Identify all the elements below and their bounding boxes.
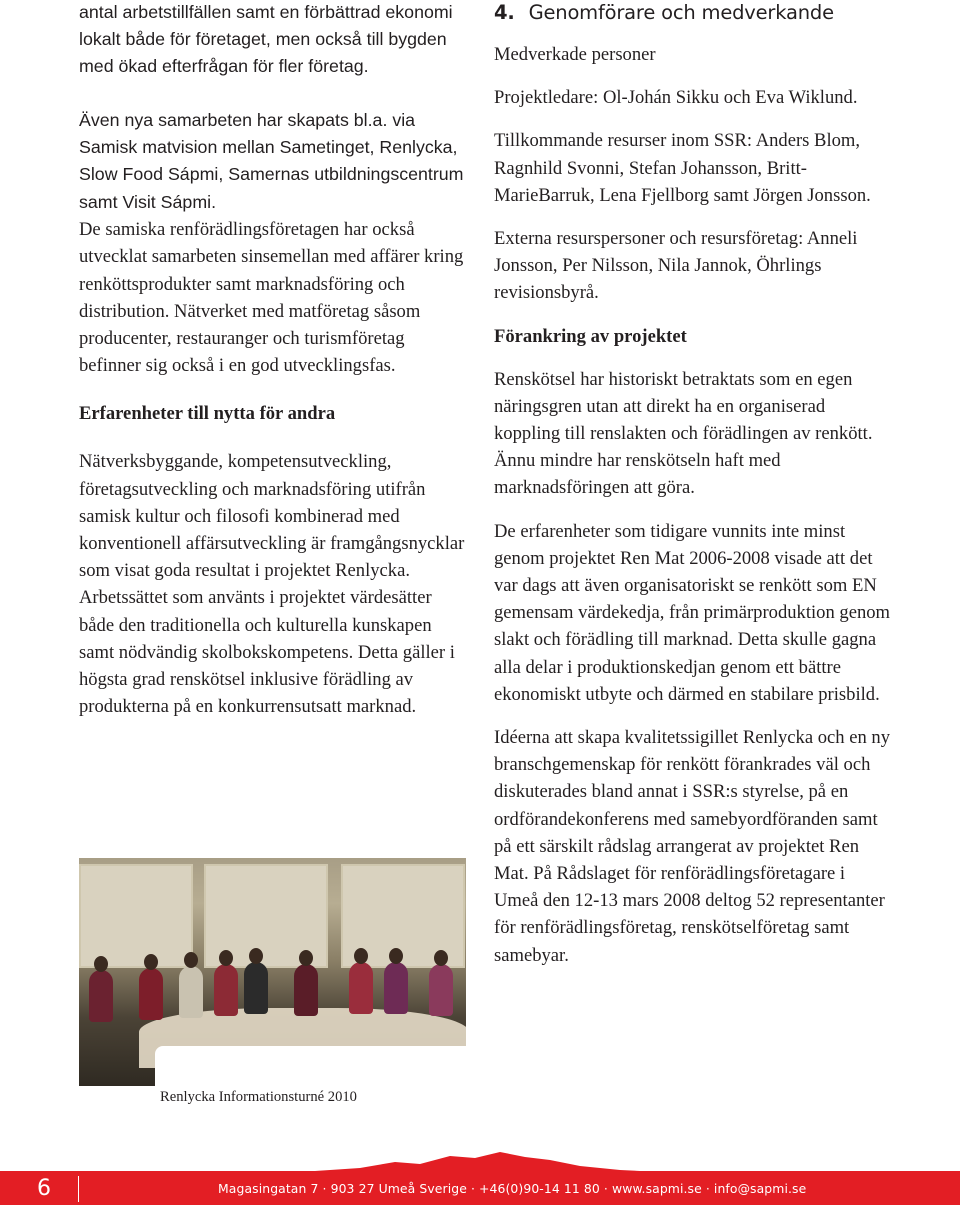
section-heading: [494, 0, 894, 25]
para-collab-start: Även nya samarbeten har skapats bl.a. via Samisk matvision mellan Sametinget, Renlycka, Slow Food Sápmi, Samernas utbildningscentrum samt Visit Sápmi.: [79, 109, 464, 212]
page-number-divider: [78, 1176, 79, 1202]
para-external: Externa resurspersoner och resursföretag: Anneli Jonsson, Per Nilsson, Nila Jannok, Öhrlings revisionsbyrå.: [494, 228, 858, 304]
para-anchoring-3: Idéerna att skapa kvalitetssigillet Renlycka och en ny branschgemenskap för renkött förankrades väl och diskuterades bland annat i SSR:s styrelse, på en ordförandekonferens med samebyordföranden samt på ett särskilt rådslag arrangerat av projektet Ren Mat. På Rådslaget för renförädlingsföretagare i Umeå den 12-13 mars 2008 deltog 52 representanter för renförädlingsföretag, renskötselföretag samt samebyar.: [494, 727, 891, 966]
para-collab-continuation: De samiska renförädlingsföretagen har också utvecklat samarbeten sinsemellan med affärer kring renköttsprodukter samt marknadsföring och distribution. Nätverket med matföretag såsom producenter, restauranger och turismföretag befinner sig också i en god utvecklingsfas.: [79, 219, 464, 377]
left-column: [79, 0, 465, 720]
section-number: 4.: [494, 1, 515, 24]
heading-anchoring: Förankring av projektet: [494, 325, 687, 347]
section-title: Genomförare och medverkande: [528, 1, 834, 24]
para-intro: antal arbetstillfällen samt en förbättrad ekonomi lokalt både för företaget, men också till bygden med ökad efterfrågan för fler företag.: [79, 2, 453, 77]
footer-contact: Magasingatan 7 · 903 27 Umeå Sverige · +46(0)90-14 11 80 · www.sapmi.se · info@sapmi.se: [218, 1181, 807, 1196]
heading-experience: Erfarenheter till nytta för andra: [79, 403, 336, 425]
para-collaborations: [79, 107, 465, 217]
photo-caption: Renlycka Informationsturné 2010: [160, 1089, 357, 1105]
subheading-persons: Medverkade personer: [494, 44, 656, 65]
photo-meeting: [79, 858, 466, 1086]
para-resources: Tillkommande resurser inom SSR: Anders Blom, Ragnhild Svonni, Stefan Johansson, Britt-MarieBarruk, Lena Fjellborg samt Jörgen Jonsson.: [494, 130, 871, 206]
right-column: [494, 0, 894, 969]
page-number: 6: [37, 1176, 51, 1201]
para-experience: Nätverksbyggande, kompetensutveckling, företagsutveckling och marknadsföring utifrån samisk kultur och filosofi kombinerad med konventionell affärsutveckling är framgångsnycklar som visat goda resultat i projektet Renlycka. Arbetssättet som använts i projektet värdesätter både den traditionella och kulturella kunskapen samt nödvändig skolbokskompetens. Detta gäller i högsta grad renskötsel inklusive förädling av produkterna på en konkurrensutsatt marknad.: [79, 451, 465, 718]
para-leaders: Projektledare: Ol-Johán Sikku och Eva Wiklund.: [494, 87, 858, 109]
para-anchoring-1: Renskötsel har historiskt betraktats som en egen näringsgren utan att direkt ha en organiserad koppling till renslakten och förädlingen av renkött. Ännu mindre har renskötseln haft med marknadsföringen att göra.: [494, 368, 873, 499]
para-anchoring-2: De erfarenheter som tidigare vunnits inte minst genom projektet Ren Mat 2006-2008 visade att det var dags att även organisatoriskt se renkött som EN gemensam värdekedja, från primärproduktion genom slakt och förädling till marknad. Detta skulle gagna alla delar i produktionskedjan genom ett bättre ekonomiskt utbyte och därmed en stabilare prisbild.: [494, 520, 891, 705]
